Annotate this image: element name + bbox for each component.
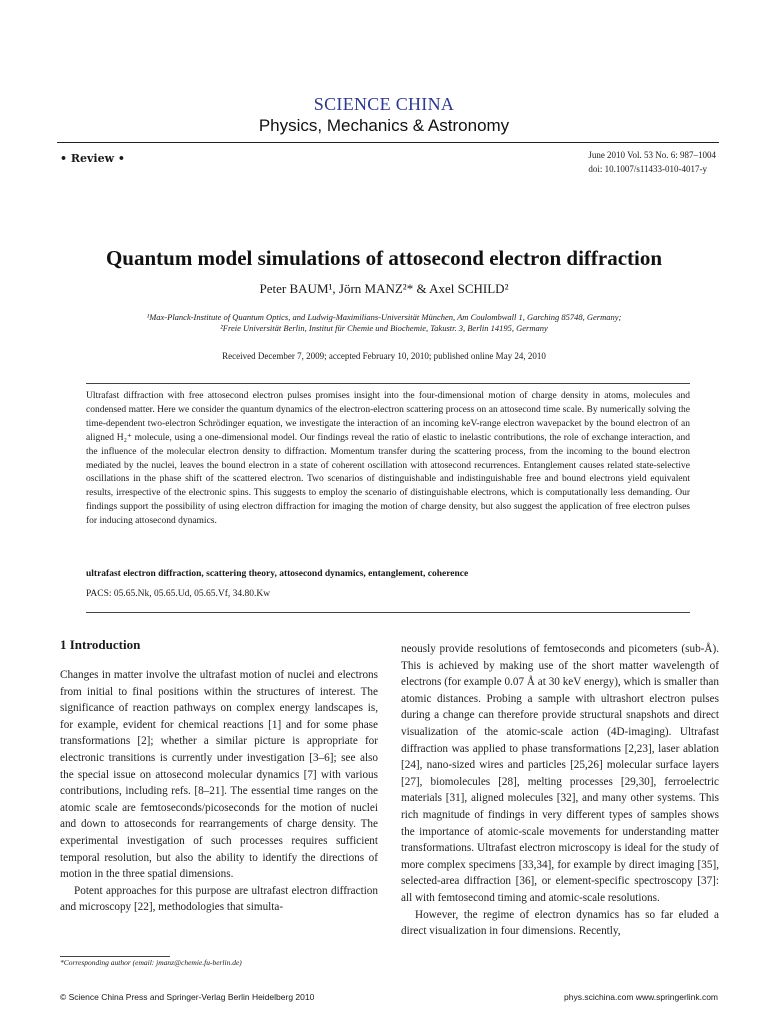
received-dates: Received December 7, 2009; accepted February 10, 2010; published online May 24, 2010 — [222, 351, 546, 361]
paragraph: neously provide resolutions of femtoseconds and picometers (sub-Å). This is achieved by making use of the short matter wavelength of electrons (for example 0.07 Å at 30 keV energy), which is smaller than atomic distances. Probing a sample with ultrashort electron pulses during a change can therefore provide structural snapshots and direct visualization of the atomic-scale action (4D-imaging). Ultrafast diffraction was applied to phase transformations [2,23], laser ablation [24], nano-sized wires and particles [25,26] molecular surface layers [27], biomolecules [28], melting processes [29,30], ferroelectric materials [31], aligned molecules [32], and many other systems. This rich magnitude of findings in very different types of samples shows the importance of atomic-scale movements for understanding matter transformations. Ultrafast electron microscopy is ideal for the study of more complex specimens [33,34], for example by direct imaging [35], selected-area diffraction [36], or element-specific spectroscopy [37]: all with femtosecond timing and atomic-scale resolutions. — [401, 643, 719, 904]
journal-name: SCIENCE CHINA — [313, 94, 455, 114]
article-type: • Review • — [60, 152, 125, 165]
article-title: Quantum model simulations of attosecond electron diffraction — [105, 246, 663, 270]
pacs-codes: PACS: 05.65.Nk, 05.65.Ud, 05.65.Vf, 34.80.Kw — [86, 589, 271, 599]
right-column — [401, 641, 719, 940]
footer-links[interactable]: phys.scichina.com www.springerlink.com — [564, 992, 718, 1002]
affiliation-2: ²Freie Universität Berlin, Institut für Chemie und Biochemie, Takustr. 3, Berlin 14195, Germany — [220, 323, 548, 333]
author-list: Peter BAUM¹, Jörn MANZ²* & Axel SCHILD² — [259, 281, 509, 296]
corresponding-author-footnote: *Corresponding author (email: jmanz@chemie.fu-berlin.de) — [60, 958, 242, 967]
paragraph: Changes in matter involve the ultrafast motion of nuclei and electrons from initial to final positions within the structures of interest. The significance of reaction pathways on complex energy landscapes is, for example, evident for chemical reactions [1] and for some phase transformations [2]; whether a similar picture is appropriate for electronic transitions is currently under investigation [3–6]; see also the special issue on attosecond molecular dynamics [7] with various contributions, including refs. [8–21]. The essential time ranges on the atomic scale are femtoseconds/picoseconds for the motion of nuclei and down to attoseconds for rearrangements of charge density. The experimental investigation of such processes requires sufficient temporal resolution, but also the ability to identify the directions of motion in the three spatial dimensions. — [60, 669, 378, 881]
abstract-top-rule — [86, 383, 690, 384]
keywords: ultrafast electron diffraction, scattering theory, attosecond dynamics, entanglement, coherence — [86, 569, 469, 579]
header-rule — [57, 142, 719, 143]
issue-info — [588, 148, 716, 176]
doi-line: doi: 10.1007/s11433-010-4017-y — [588, 164, 707, 174]
footnote-rule — [60, 956, 170, 957]
section-heading: 1 Introduction — [60, 637, 141, 652]
abstract-bottom-rule — [86, 612, 690, 613]
paragraph: Potent approaches for this purpose are ultrafast electron diffraction and microscopy [22], methodologies that simulta- — [60, 884, 378, 914]
left-column — [60, 667, 378, 916]
abstract: Ultrafast diffraction with free attosecond electron pulses promises insight into the four-dimensional motion of charge density in atoms, molecules and condensed matter. Here we consider the quantum dynamics of the electron-electron scattering process on an attosecond time scale. By numerically solving the time-dependent two-electron Schrödinger equation, we investigate the interaction of an incoming keV-range electron wavepacket by the bound electron of an aligned H₂⁺ molecule, using a one-dimensional model. Our findings reveal the ratio of elastic to inelastic contributions, the role of exchange interaction, and the influence of the molecular electron density to diffraction. Momentum transfer during the scattering process, from the incoming to the bound electron mediated by the nuclei, leaves the bound electron in a state of coherent oscillation with attosecond recurrences. Entanglement causes related state-selective oscillations in the phase shift of the scattered electron. Two scenarios of distinguishable and indistinguishable free and bound electrons yield equivalent results, irrespective of the electronic spins. This suggests to employ the scenario of distinguishable electrons, which is computationally less demanding. Our findings support the possibility of using electron diffraction for imaging the motion of charge density, but also suggest the application of free electron pulses for inducing attosecond dynamics. — [86, 391, 690, 527]
affiliation-1: ¹Max-Planck-Institute of Quantum Optics, and Ludwig-Maximilians-Universität München, Am Coulombwall 1, Garching 85748, Germany; — [146, 312, 622, 322]
affiliations — [0, 312, 768, 334]
journal-subtitle: Physics, Mechanics & Astronomy — [258, 116, 510, 135]
issue-line: June 2010 Vol. 53 No. 6: 987–1004 — [588, 150, 716, 160]
copyright: © Science China Press and Springer-Verlag Berlin Heidelberg 2010 — [60, 992, 315, 1002]
paragraph: However, the regime of electron dynamics has so far eluded a direct visualization in four dimensions. Recently, — [401, 908, 719, 938]
